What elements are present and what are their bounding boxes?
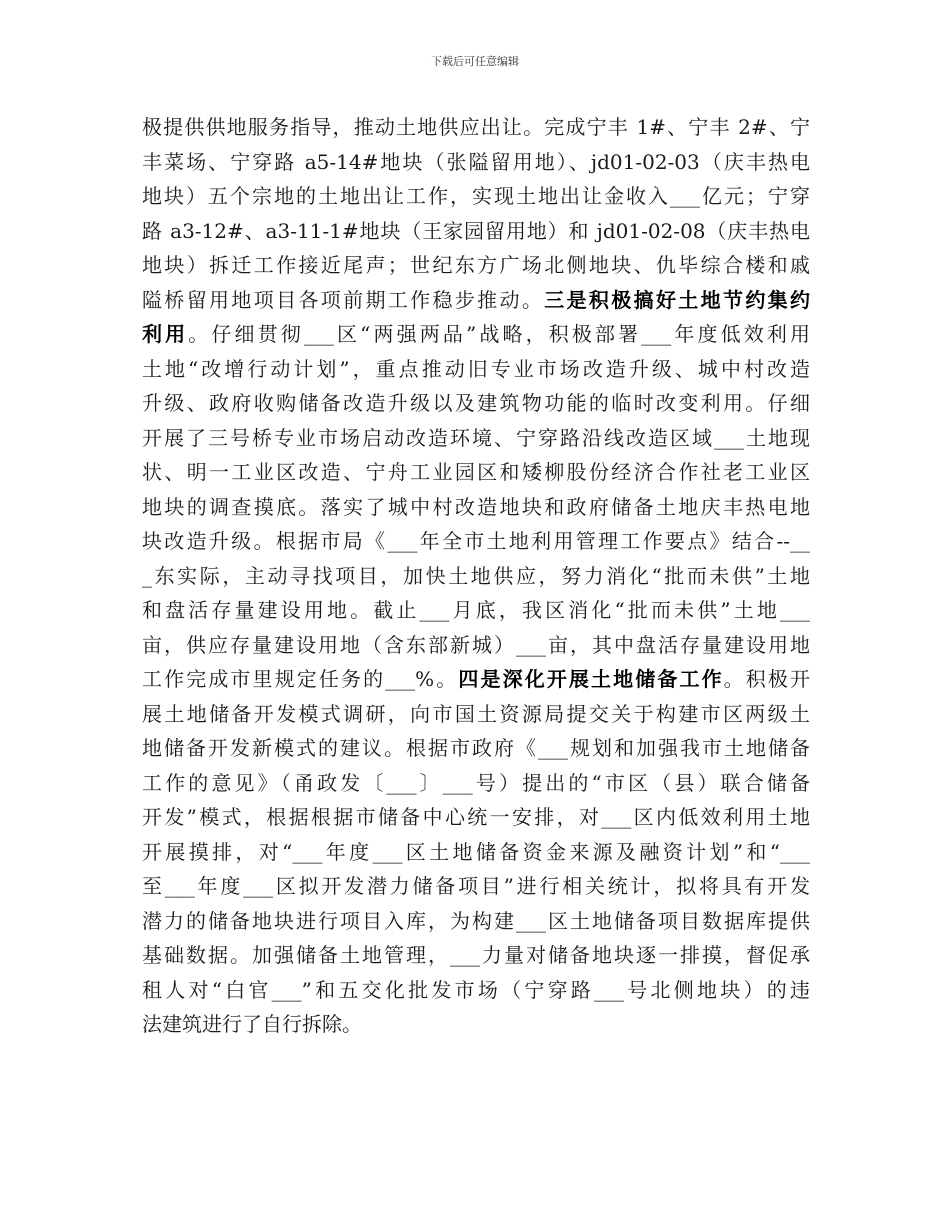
text-line [142, 869, 810, 904]
body-text-run: 开发”模式，根据根据市储备中心统一安排，对___区内低效利用土地 [142, 805, 810, 829]
body-text-run: 地块）拆迁工作接近尾声；世纪东方广场北侧地块、仇毕综合楼和戚 [142, 253, 810, 277]
body-text-run: 和盘活存量建设用地。截止___月底，我区消化“批而未供”土地___ [142, 598, 810, 622]
body-text-run: 潜力的储备地块进行项目入库，为构建___区土地储备项目数据库提供 [142, 908, 810, 933]
text-line [142, 283, 810, 318]
text-line [142, 317, 810, 352]
body-text-run: 地储备开发新模式的建议。根据市政府《___规划和加强我市土地储备 [142, 736, 810, 760]
body-text-run: 极提供供地服务指导，推动土地供应出让。完成宁丰 1#、宁丰 2#、宁 [142, 115, 810, 139]
text-line [142, 352, 810, 387]
bold-heading-text: 四是深化开展土地储备工作 [458, 667, 724, 691]
text-line [142, 800, 810, 835]
text-line [142, 593, 810, 628]
text-line [142, 421, 810, 456]
text-line [142, 524, 810, 559]
body-text-run: 隘桥留用地项目各项前期工作稳步推动。 [142, 287, 545, 312]
text-line [142, 835, 810, 870]
body-text-run: 路 a3-12#、a3-11-1#地块（王家园留用地）和 jd01-02-08（庆丰热电 [142, 218, 810, 243]
body-text-run: 租人对“白官___”和五交化批发市场（宁穿路___号北侧地块）的违 [142, 977, 810, 1002]
bold-heading-text: 利用 [142, 322, 189, 346]
text-line [142, 386, 810, 421]
body-text-run: 升级、政府收购储备改造升级以及建筑物功能的临时改变利用。仔细 [142, 391, 810, 415]
body-text-run: 展土地储备开发模式调研，向市国土资源局提交关于构建市区两级土 [142, 701, 810, 726]
text-line [142, 145, 810, 180]
body-text-run: 亩，供应存量建设用地（含东部新城）___亩，其中盘活存量建设用地 [142, 632, 810, 657]
text-line [142, 662, 810, 697]
text-line [142, 559, 810, 594]
text-line [142, 628, 810, 663]
body-text-run: 地块的调查摸底。落实了城中村改造地块和政府储备土地庆丰热电地 [142, 494, 810, 519]
body-text-run: 块改造升级。根据市局《___年全市土地利用管理工作要点》结合--__ [142, 529, 810, 553]
bold-heading-text: 三是积极搞好土地节约集约 [544, 287, 810, 312]
body-text-run: 状、明一工业区改造、宁舟工业园区和矮柳股份经济合作社老工业区 [142, 460, 810, 484]
body-text-run: 土地“改增行动计划”，重点推动旧专业市场改造升级、城中村改造 [142, 356, 810, 381]
page-header: 下载后可任意编辑 [431, 55, 519, 68]
body-text-run: 至___年度___区拟开发潜力储备项目”进行相关统计，拟将具有开发 [142, 874, 810, 898]
body-text-run: 法建筑进行了自行拆除。 [142, 1012, 362, 1036]
text-line [142, 214, 810, 249]
text-line [142, 1007, 810, 1042]
text-line [142, 697, 810, 732]
body-text-run: 工作完成市里规定任务的___%。 [142, 667, 459, 691]
body-text-run: 地块）五个宗地的土地出让工作，实现土地出让金收入___亿元；宁穿 [142, 184, 810, 208]
text-line [142, 938, 810, 973]
text-line [142, 248, 810, 283]
body-text-run: 开展摸排，对“___年度___区土地储备资金来源及融资计划”和“___ [142, 839, 810, 864]
document-body [142, 110, 810, 1042]
text-line [142, 490, 810, 525]
body-text-run: 。仔细贯彻___区“两强两品”战略，积极部署___年度低效利用 [188, 322, 810, 346]
body-text-run: 。积极开 [723, 667, 810, 691]
body-text-run: 基础数据。加强储备土地管理，___力量对储备地块逐一排摸，督促承 [142, 943, 810, 967]
text-line [142, 766, 810, 801]
text-line [142, 904, 810, 939]
body-text-run: _东实际，主动寻找项目，加快土地供应，努力消化“批而未供”土地 [142, 563, 810, 588]
text-line [142, 455, 810, 490]
body-text-run: 开展了三号桥专业市场启动改造环境、宁穿路沿线改造区域___土地现 [142, 425, 810, 450]
text-line [142, 179, 810, 214]
body-text-run: 工作的意见》（甬政发〔___〕___号）提出的“市区（县）联合储备 [142, 770, 810, 795]
text-line [142, 973, 810, 1008]
text-line [142, 731, 810, 766]
body-text-run: 丰菜场、宁穿路 a5-14#地块（张隘留用地）、jd01-02-03（庆丰热电 [142, 149, 810, 174]
text-line [142, 110, 810, 145]
